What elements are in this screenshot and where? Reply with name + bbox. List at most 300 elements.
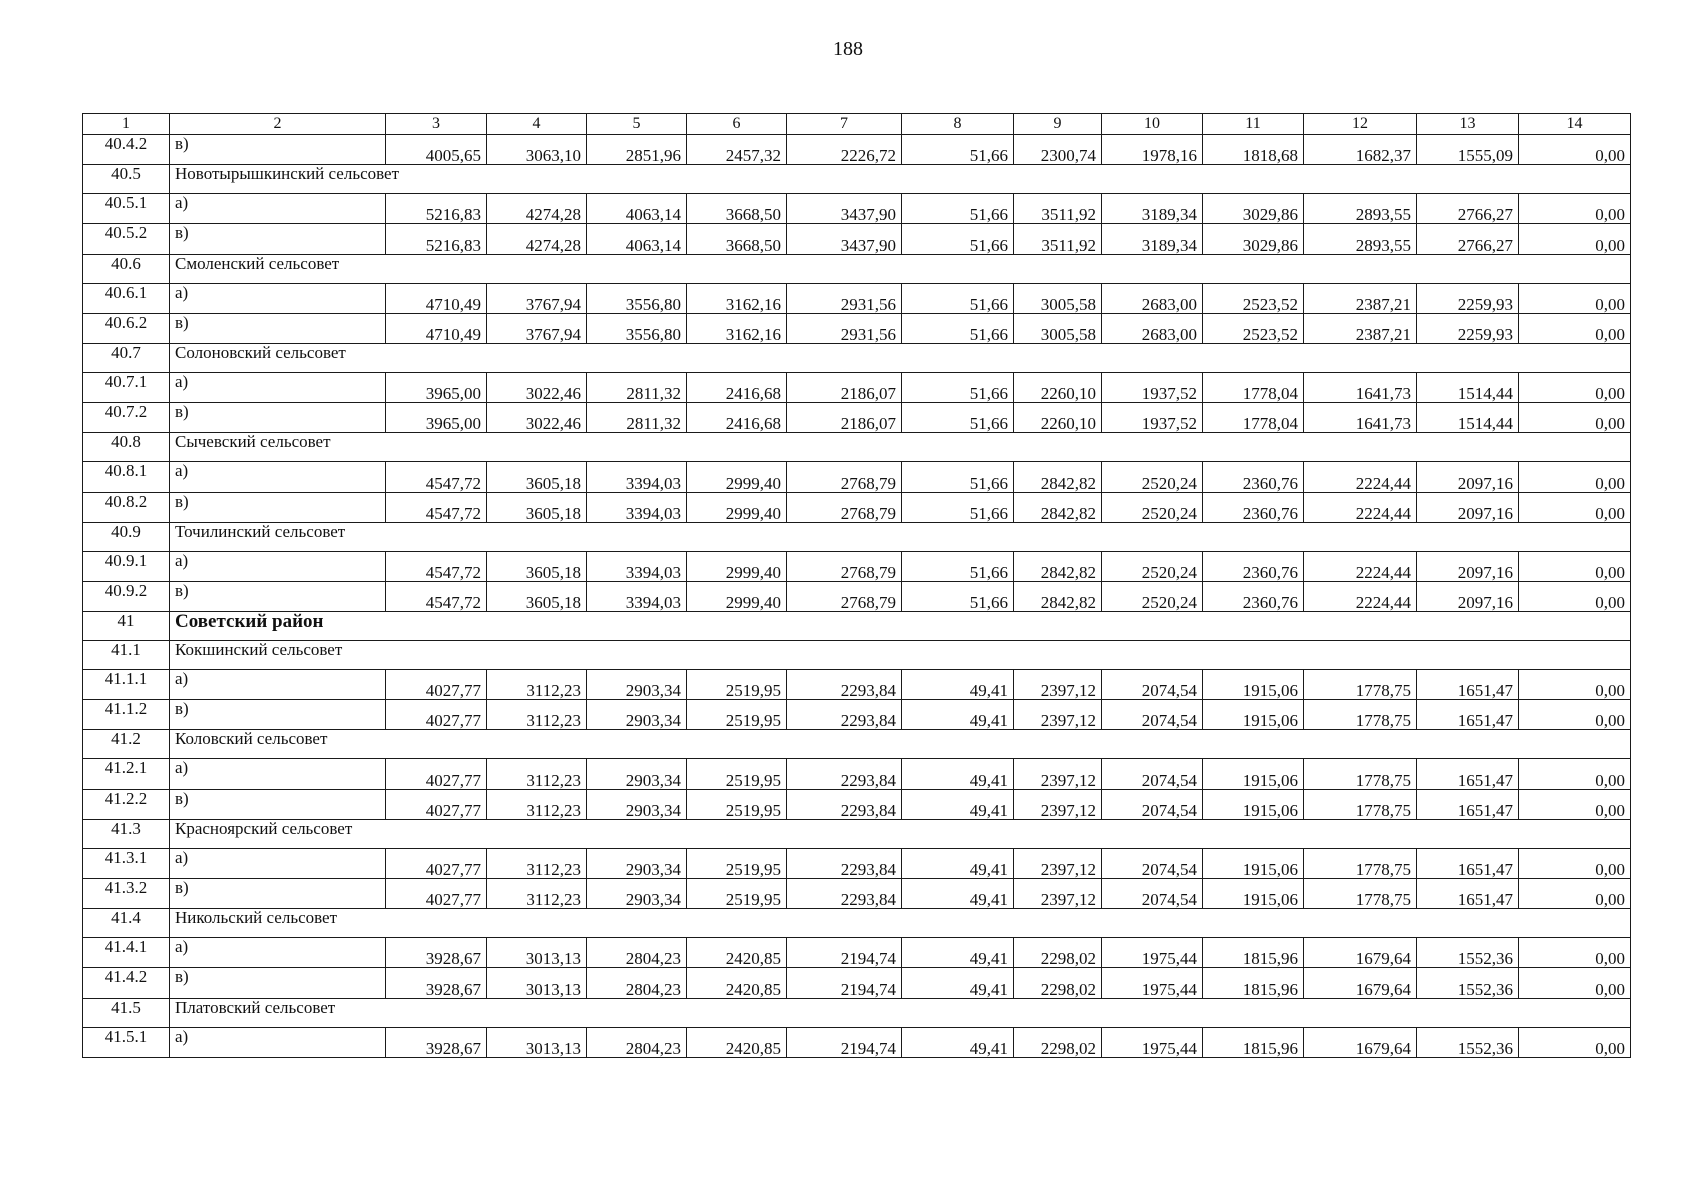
row-code: 40.8 <box>83 433 170 462</box>
value-cell: 1651,47 <box>1417 700 1519 730</box>
value-cell: 1679,64 <box>1304 938 1417 968</box>
value-cell: 2259,93 <box>1417 283 1519 313</box>
value-cell: 3162,16 <box>687 313 787 343</box>
value-cell: 2903,34 <box>587 848 687 878</box>
value-cell: 1937,52 <box>1102 372 1203 402</box>
table-row <box>83 224 1631 254</box>
value-cell: 49,41 <box>902 848 1014 878</box>
value-cell: 1651,47 <box>1417 670 1519 700</box>
value-cell: 2397,12 <box>1014 879 1102 909</box>
value-cell: 51,66 <box>902 194 1014 224</box>
column-header: 3 <box>386 114 487 135</box>
value-cell: 3965,00 <box>386 403 487 433</box>
row-label: в) <box>170 879 386 909</box>
value-cell: 0,00 <box>1519 1027 1631 1057</box>
row-code: 41.3.2 <box>83 879 170 909</box>
value-cell: 1778,75 <box>1304 670 1417 700</box>
value-cell: 2224,44 <box>1304 492 1417 522</box>
value-cell: 2999,40 <box>687 551 787 581</box>
value-cell: 3556,80 <box>587 283 687 313</box>
value-cell: 2420,85 <box>687 1027 787 1057</box>
row-code: 41.3 <box>83 819 170 848</box>
value-cell: 1679,64 <box>1304 968 1417 998</box>
value-cell: 1778,75 <box>1304 789 1417 819</box>
row-label: а) <box>170 551 386 581</box>
value-cell: 2260,10 <box>1014 372 1102 402</box>
value-cell: 3112,23 <box>487 700 587 730</box>
value-cell: 2397,12 <box>1014 789 1102 819</box>
value-cell: 4027,77 <box>386 789 487 819</box>
value-cell: 2397,12 <box>1014 759 1102 789</box>
value-cell: 2293,84 <box>787 848 902 878</box>
value-cell: 2074,54 <box>1102 879 1203 909</box>
value-cell: 1514,44 <box>1417 372 1519 402</box>
row-label: а) <box>170 670 386 700</box>
column-header: 14 <box>1519 114 1631 135</box>
table-row <box>83 135 1631 165</box>
value-cell: 0,00 <box>1519 372 1631 402</box>
value-cell: 3112,23 <box>487 759 587 789</box>
table-row <box>83 789 1631 819</box>
value-cell: 2811,32 <box>587 372 687 402</box>
row-label: а) <box>170 372 386 402</box>
row-label: а) <box>170 1027 386 1057</box>
value-cell: 3605,18 <box>487 551 587 581</box>
value-cell: 2224,44 <box>1304 462 1417 492</box>
row-code: 41.5 <box>83 998 170 1027</box>
district-title: Советский район <box>170 612 1631 641</box>
value-cell: 2804,23 <box>587 938 687 968</box>
value-cell: 2293,84 <box>787 879 902 909</box>
value-cell: 2397,12 <box>1014 670 1102 700</box>
value-cell: 2360,76 <box>1203 581 1304 611</box>
column-header: 11 <box>1203 114 1304 135</box>
row-label: в) <box>170 313 386 343</box>
row-label: а) <box>170 759 386 789</box>
table-row <box>83 968 1631 998</box>
value-cell: 0,00 <box>1519 848 1631 878</box>
row-label: в) <box>170 135 386 165</box>
row-code: 41.2 <box>83 730 170 759</box>
value-cell: 3767,94 <box>487 283 587 313</box>
row-code: 40.4.2 <box>83 135 170 165</box>
value-cell: 49,41 <box>902 700 1014 730</box>
section-row <box>83 343 1631 372</box>
value-cell: 4027,77 <box>386 670 487 700</box>
value-cell: 2766,27 <box>1417 224 1519 254</box>
value-cell: 2293,84 <box>787 789 902 819</box>
value-cell: 0,00 <box>1519 759 1631 789</box>
value-cell: 2519,95 <box>687 670 787 700</box>
table-row <box>83 403 1631 433</box>
row-code: 41.5.1 <box>83 1027 170 1057</box>
value-cell: 2903,34 <box>587 879 687 909</box>
value-cell: 2519,95 <box>687 759 787 789</box>
row-code: 40.9 <box>83 522 170 551</box>
value-cell: 0,00 <box>1519 313 1631 343</box>
value-cell: 3928,67 <box>386 938 487 968</box>
value-cell: 3668,50 <box>687 224 787 254</box>
section-title: Смоленский сельсовет <box>170 254 1631 283</box>
row-label: а) <box>170 462 386 492</box>
table-row <box>83 700 1631 730</box>
value-cell: 2097,16 <box>1417 492 1519 522</box>
value-cell: 2298,02 <box>1014 938 1102 968</box>
value-cell: 51,66 <box>902 492 1014 522</box>
table-row <box>83 492 1631 522</box>
row-code: 41.2.1 <box>83 759 170 789</box>
value-cell: 2457,32 <box>687 135 787 165</box>
column-header: 8 <box>902 114 1014 135</box>
value-cell: 2523,52 <box>1203 283 1304 313</box>
value-cell: 4274,28 <box>487 194 587 224</box>
value-cell: 2931,56 <box>787 283 902 313</box>
value-cell: 1651,47 <box>1417 789 1519 819</box>
value-cell: 2194,74 <box>787 938 902 968</box>
value-cell: 2293,84 <box>787 700 902 730</box>
value-cell: 1778,75 <box>1304 848 1417 878</box>
section-title: Сычевский сельсовет <box>170 433 1631 462</box>
value-cell: 2903,34 <box>587 670 687 700</box>
value-cell: 3928,67 <box>386 968 487 998</box>
column-header: 6 <box>687 114 787 135</box>
value-cell: 2360,76 <box>1203 462 1304 492</box>
section-row <box>83 433 1631 462</box>
value-cell: 49,41 <box>902 879 1014 909</box>
value-cell: 3162,16 <box>687 283 787 313</box>
value-cell: 51,66 <box>902 581 1014 611</box>
value-cell: 4027,77 <box>386 879 487 909</box>
value-cell: 2768,79 <box>787 581 902 611</box>
value-cell: 2903,34 <box>587 759 687 789</box>
value-cell: 2097,16 <box>1417 551 1519 581</box>
value-cell: 0,00 <box>1519 700 1631 730</box>
section-row <box>83 909 1631 938</box>
value-cell: 1641,73 <box>1304 372 1417 402</box>
value-cell: 2226,72 <box>787 135 902 165</box>
section-row <box>83 522 1631 551</box>
value-cell: 4063,14 <box>587 194 687 224</box>
row-code: 40.9.1 <box>83 551 170 581</box>
value-cell: 0,00 <box>1519 968 1631 998</box>
value-cell: 2520,24 <box>1102 581 1203 611</box>
value-cell: 1679,64 <box>1304 1027 1417 1057</box>
row-code: 40.6.2 <box>83 313 170 343</box>
value-cell: 4027,77 <box>386 848 487 878</box>
row-code: 40.7 <box>83 343 170 372</box>
value-cell: 2893,55 <box>1304 194 1417 224</box>
row-label: а) <box>170 283 386 313</box>
value-cell: 49,41 <box>902 1027 1014 1057</box>
value-cell: 49,41 <box>902 968 1014 998</box>
row-code: 40.5.1 <box>83 194 170 224</box>
value-cell: 0,00 <box>1519 789 1631 819</box>
value-cell: 2519,95 <box>687 789 787 819</box>
value-cell: 2804,23 <box>587 968 687 998</box>
section-title: Кокшинский сельсовет <box>170 641 1631 670</box>
row-label: в) <box>170 789 386 819</box>
district-row <box>83 612 1631 641</box>
table-row <box>83 938 1631 968</box>
value-cell: 3437,90 <box>787 224 902 254</box>
value-cell: 3112,23 <box>487 879 587 909</box>
value-cell: 1778,75 <box>1304 879 1417 909</box>
value-cell: 0,00 <box>1519 938 1631 968</box>
value-cell: 1975,44 <box>1102 938 1203 968</box>
value-cell: 2519,95 <box>687 848 787 878</box>
value-cell: 2420,85 <box>687 968 787 998</box>
row-label: в) <box>170 700 386 730</box>
value-cell: 1937,52 <box>1102 403 1203 433</box>
value-cell: 1651,47 <box>1417 848 1519 878</box>
value-cell: 5216,83 <box>386 224 487 254</box>
table-row <box>83 372 1631 402</box>
row-code: 40.7.1 <box>83 372 170 402</box>
value-cell: 1818,68 <box>1203 135 1304 165</box>
row-label: а) <box>170 938 386 968</box>
value-cell: 2194,74 <box>787 1027 902 1057</box>
value-cell: 3005,58 <box>1014 313 1102 343</box>
row-code: 40.6 <box>83 254 170 283</box>
value-cell: 3556,80 <box>587 313 687 343</box>
section-title: Новотырышкинский сельсовет <box>170 165 1631 194</box>
value-cell: 4547,72 <box>386 551 487 581</box>
value-cell: 3668,50 <box>687 194 787 224</box>
value-cell: 4063,14 <box>587 224 687 254</box>
table-row <box>83 283 1631 313</box>
value-cell: 2999,40 <box>687 581 787 611</box>
value-cell: 2397,12 <box>1014 848 1102 878</box>
value-cell: 3767,94 <box>487 313 587 343</box>
value-cell: 0,00 <box>1519 403 1631 433</box>
value-cell: 2224,44 <box>1304 581 1417 611</box>
value-cell: 3189,34 <box>1102 194 1203 224</box>
row-label: в) <box>170 581 386 611</box>
column-header: 9 <box>1014 114 1102 135</box>
value-cell: 1552,36 <box>1417 938 1519 968</box>
value-cell: 1514,44 <box>1417 403 1519 433</box>
table-row <box>83 1027 1631 1057</box>
column-header: 2 <box>170 114 386 135</box>
value-cell: 1778,75 <box>1304 700 1417 730</box>
value-cell: 2420,85 <box>687 938 787 968</box>
value-cell: 2768,79 <box>787 462 902 492</box>
value-cell: 0,00 <box>1519 462 1631 492</box>
value-cell: 3029,86 <box>1203 224 1304 254</box>
value-cell: 0,00 <box>1519 283 1631 313</box>
row-code: 40.7.2 <box>83 403 170 433</box>
column-header: 10 <box>1102 114 1203 135</box>
value-cell: 2074,54 <box>1102 700 1203 730</box>
row-code: 41.4.1 <box>83 938 170 968</box>
value-cell: 51,66 <box>902 283 1014 313</box>
value-cell: 0,00 <box>1519 194 1631 224</box>
table-row <box>83 670 1631 700</box>
value-cell: 2416,68 <box>687 372 787 402</box>
section-title: Никольский сельсовет <box>170 909 1631 938</box>
value-cell: 0,00 <box>1519 224 1631 254</box>
table-row <box>83 551 1631 581</box>
value-cell: 2842,82 <box>1014 462 1102 492</box>
value-cell: 2519,95 <box>687 700 787 730</box>
value-cell: 3013,13 <box>487 968 587 998</box>
value-cell: 3394,03 <box>587 462 687 492</box>
value-cell: 0,00 <box>1519 879 1631 909</box>
value-cell: 2520,24 <box>1102 551 1203 581</box>
value-cell: 2293,84 <box>787 759 902 789</box>
row-code: 40.8.1 <box>83 462 170 492</box>
value-cell: 2683,00 <box>1102 283 1203 313</box>
value-cell: 3013,13 <box>487 938 587 968</box>
value-cell: 0,00 <box>1519 581 1631 611</box>
value-cell: 5216,83 <box>386 194 487 224</box>
value-cell: 3112,23 <box>487 848 587 878</box>
value-cell: 3394,03 <box>587 581 687 611</box>
value-cell: 2300,74 <box>1014 135 1102 165</box>
row-label: а) <box>170 848 386 878</box>
value-cell: 4710,49 <box>386 313 487 343</box>
column-header: 1 <box>83 114 170 135</box>
section-row <box>83 819 1631 848</box>
section-row <box>83 254 1631 283</box>
value-cell: 3394,03 <box>587 551 687 581</box>
value-cell: 2931,56 <box>787 313 902 343</box>
value-cell: 1778,04 <box>1203 403 1304 433</box>
value-cell: 2097,16 <box>1417 462 1519 492</box>
row-label: в) <box>170 968 386 998</box>
value-cell: 2097,16 <box>1417 581 1519 611</box>
value-cell: 49,41 <box>902 759 1014 789</box>
value-cell: 1915,06 <box>1203 759 1304 789</box>
value-cell: 3928,67 <box>386 1027 487 1057</box>
row-code: 40.5 <box>83 165 170 194</box>
value-cell: 1552,36 <box>1417 968 1519 998</box>
value-cell: 2804,23 <box>587 1027 687 1057</box>
value-cell: 1915,06 <box>1203 670 1304 700</box>
section-title: Коловский сельсовет <box>170 730 1631 759</box>
row-code: 41.1.1 <box>83 670 170 700</box>
value-cell: 2903,34 <box>587 700 687 730</box>
value-cell: 3437,90 <box>787 194 902 224</box>
tariff-table <box>82 113 1631 1058</box>
value-cell: 2259,93 <box>1417 313 1519 343</box>
value-cell: 3022,46 <box>487 403 587 433</box>
row-code: 40.6.1 <box>83 283 170 313</box>
value-cell: 2224,44 <box>1304 551 1417 581</box>
column-header: 7 <box>787 114 902 135</box>
value-cell: 2074,54 <box>1102 789 1203 819</box>
value-cell: 3029,86 <box>1203 194 1304 224</box>
value-cell: 1552,36 <box>1417 1027 1519 1057</box>
value-cell: 1915,06 <box>1203 700 1304 730</box>
value-cell: 3605,18 <box>487 492 587 522</box>
value-cell: 3013,13 <box>487 1027 587 1057</box>
section-row <box>83 998 1631 1027</box>
value-cell: 2194,74 <box>787 968 902 998</box>
value-cell: 0,00 <box>1519 492 1631 522</box>
value-cell: 4027,77 <box>386 759 487 789</box>
value-cell: 2766,27 <box>1417 194 1519 224</box>
value-cell: 1778,75 <box>1304 759 1417 789</box>
row-code: 41.4 <box>83 909 170 938</box>
value-cell: 1975,44 <box>1102 1027 1203 1057</box>
value-cell: 1978,16 <box>1102 135 1203 165</box>
value-cell: 1641,73 <box>1304 403 1417 433</box>
value-cell: 3005,58 <box>1014 283 1102 313</box>
table-row <box>83 848 1631 878</box>
table-body <box>83 114 1631 1058</box>
row-code: 40.8.2 <box>83 492 170 522</box>
value-cell: 2523,52 <box>1203 313 1304 343</box>
value-cell: 3112,23 <box>487 670 587 700</box>
value-cell: 4710,49 <box>386 283 487 313</box>
row-code: 41.2.2 <box>83 789 170 819</box>
table-row <box>83 879 1631 909</box>
value-cell: 3511,92 <box>1014 224 1102 254</box>
value-cell: 2842,82 <box>1014 551 1102 581</box>
value-cell: 2074,54 <box>1102 759 1203 789</box>
value-cell: 4547,72 <box>386 492 487 522</box>
column-header: 13 <box>1417 114 1519 135</box>
value-cell: 3112,23 <box>487 789 587 819</box>
value-cell: 2851,96 <box>587 135 687 165</box>
value-cell: 4005,65 <box>386 135 487 165</box>
value-cell: 4274,28 <box>487 224 587 254</box>
column-header-row <box>83 114 1631 135</box>
value-cell: 2416,68 <box>687 403 787 433</box>
value-cell: 1555,09 <box>1417 135 1519 165</box>
value-cell: 1915,06 <box>1203 848 1304 878</box>
value-cell: 2387,21 <box>1304 283 1417 313</box>
value-cell: 1815,96 <box>1203 938 1304 968</box>
table-row <box>83 313 1631 343</box>
value-cell: 2903,34 <box>587 789 687 819</box>
row-code: 41.1.2 <box>83 700 170 730</box>
value-cell: 3965,00 <box>386 372 487 402</box>
value-cell: 2387,21 <box>1304 313 1417 343</box>
row-code: 41.1 <box>83 641 170 670</box>
value-cell: 2293,84 <box>787 670 902 700</box>
section-row <box>83 730 1631 759</box>
value-cell: 2842,82 <box>1014 581 1102 611</box>
value-cell: 3605,18 <box>487 462 587 492</box>
value-cell: 2360,76 <box>1203 492 1304 522</box>
page-number: 188 <box>833 38 863 60</box>
value-cell: 51,66 <box>902 372 1014 402</box>
value-cell: 51,66 <box>902 551 1014 581</box>
value-cell: 2519,95 <box>687 879 787 909</box>
value-cell: 2397,12 <box>1014 700 1102 730</box>
row-code: 40.9.2 <box>83 581 170 611</box>
value-cell: 49,41 <box>902 938 1014 968</box>
value-cell: 3063,10 <box>487 135 587 165</box>
section-title: Платовский сельсовет <box>170 998 1631 1027</box>
value-cell: 2520,24 <box>1102 492 1203 522</box>
value-cell: 2298,02 <box>1014 968 1102 998</box>
value-cell: 2768,79 <box>787 492 902 522</box>
row-label: а) <box>170 194 386 224</box>
value-cell: 49,41 <box>902 789 1014 819</box>
value-cell: 1915,06 <box>1203 879 1304 909</box>
value-cell: 2074,54 <box>1102 670 1203 700</box>
value-cell: 2298,02 <box>1014 1027 1102 1057</box>
value-cell: 1815,96 <box>1203 968 1304 998</box>
column-header: 12 <box>1304 114 1417 135</box>
row-label: в) <box>170 403 386 433</box>
table-row <box>83 759 1631 789</box>
section-title: Точилинский сельсовет <box>170 522 1631 551</box>
row-code: 41.4.2 <box>83 968 170 998</box>
